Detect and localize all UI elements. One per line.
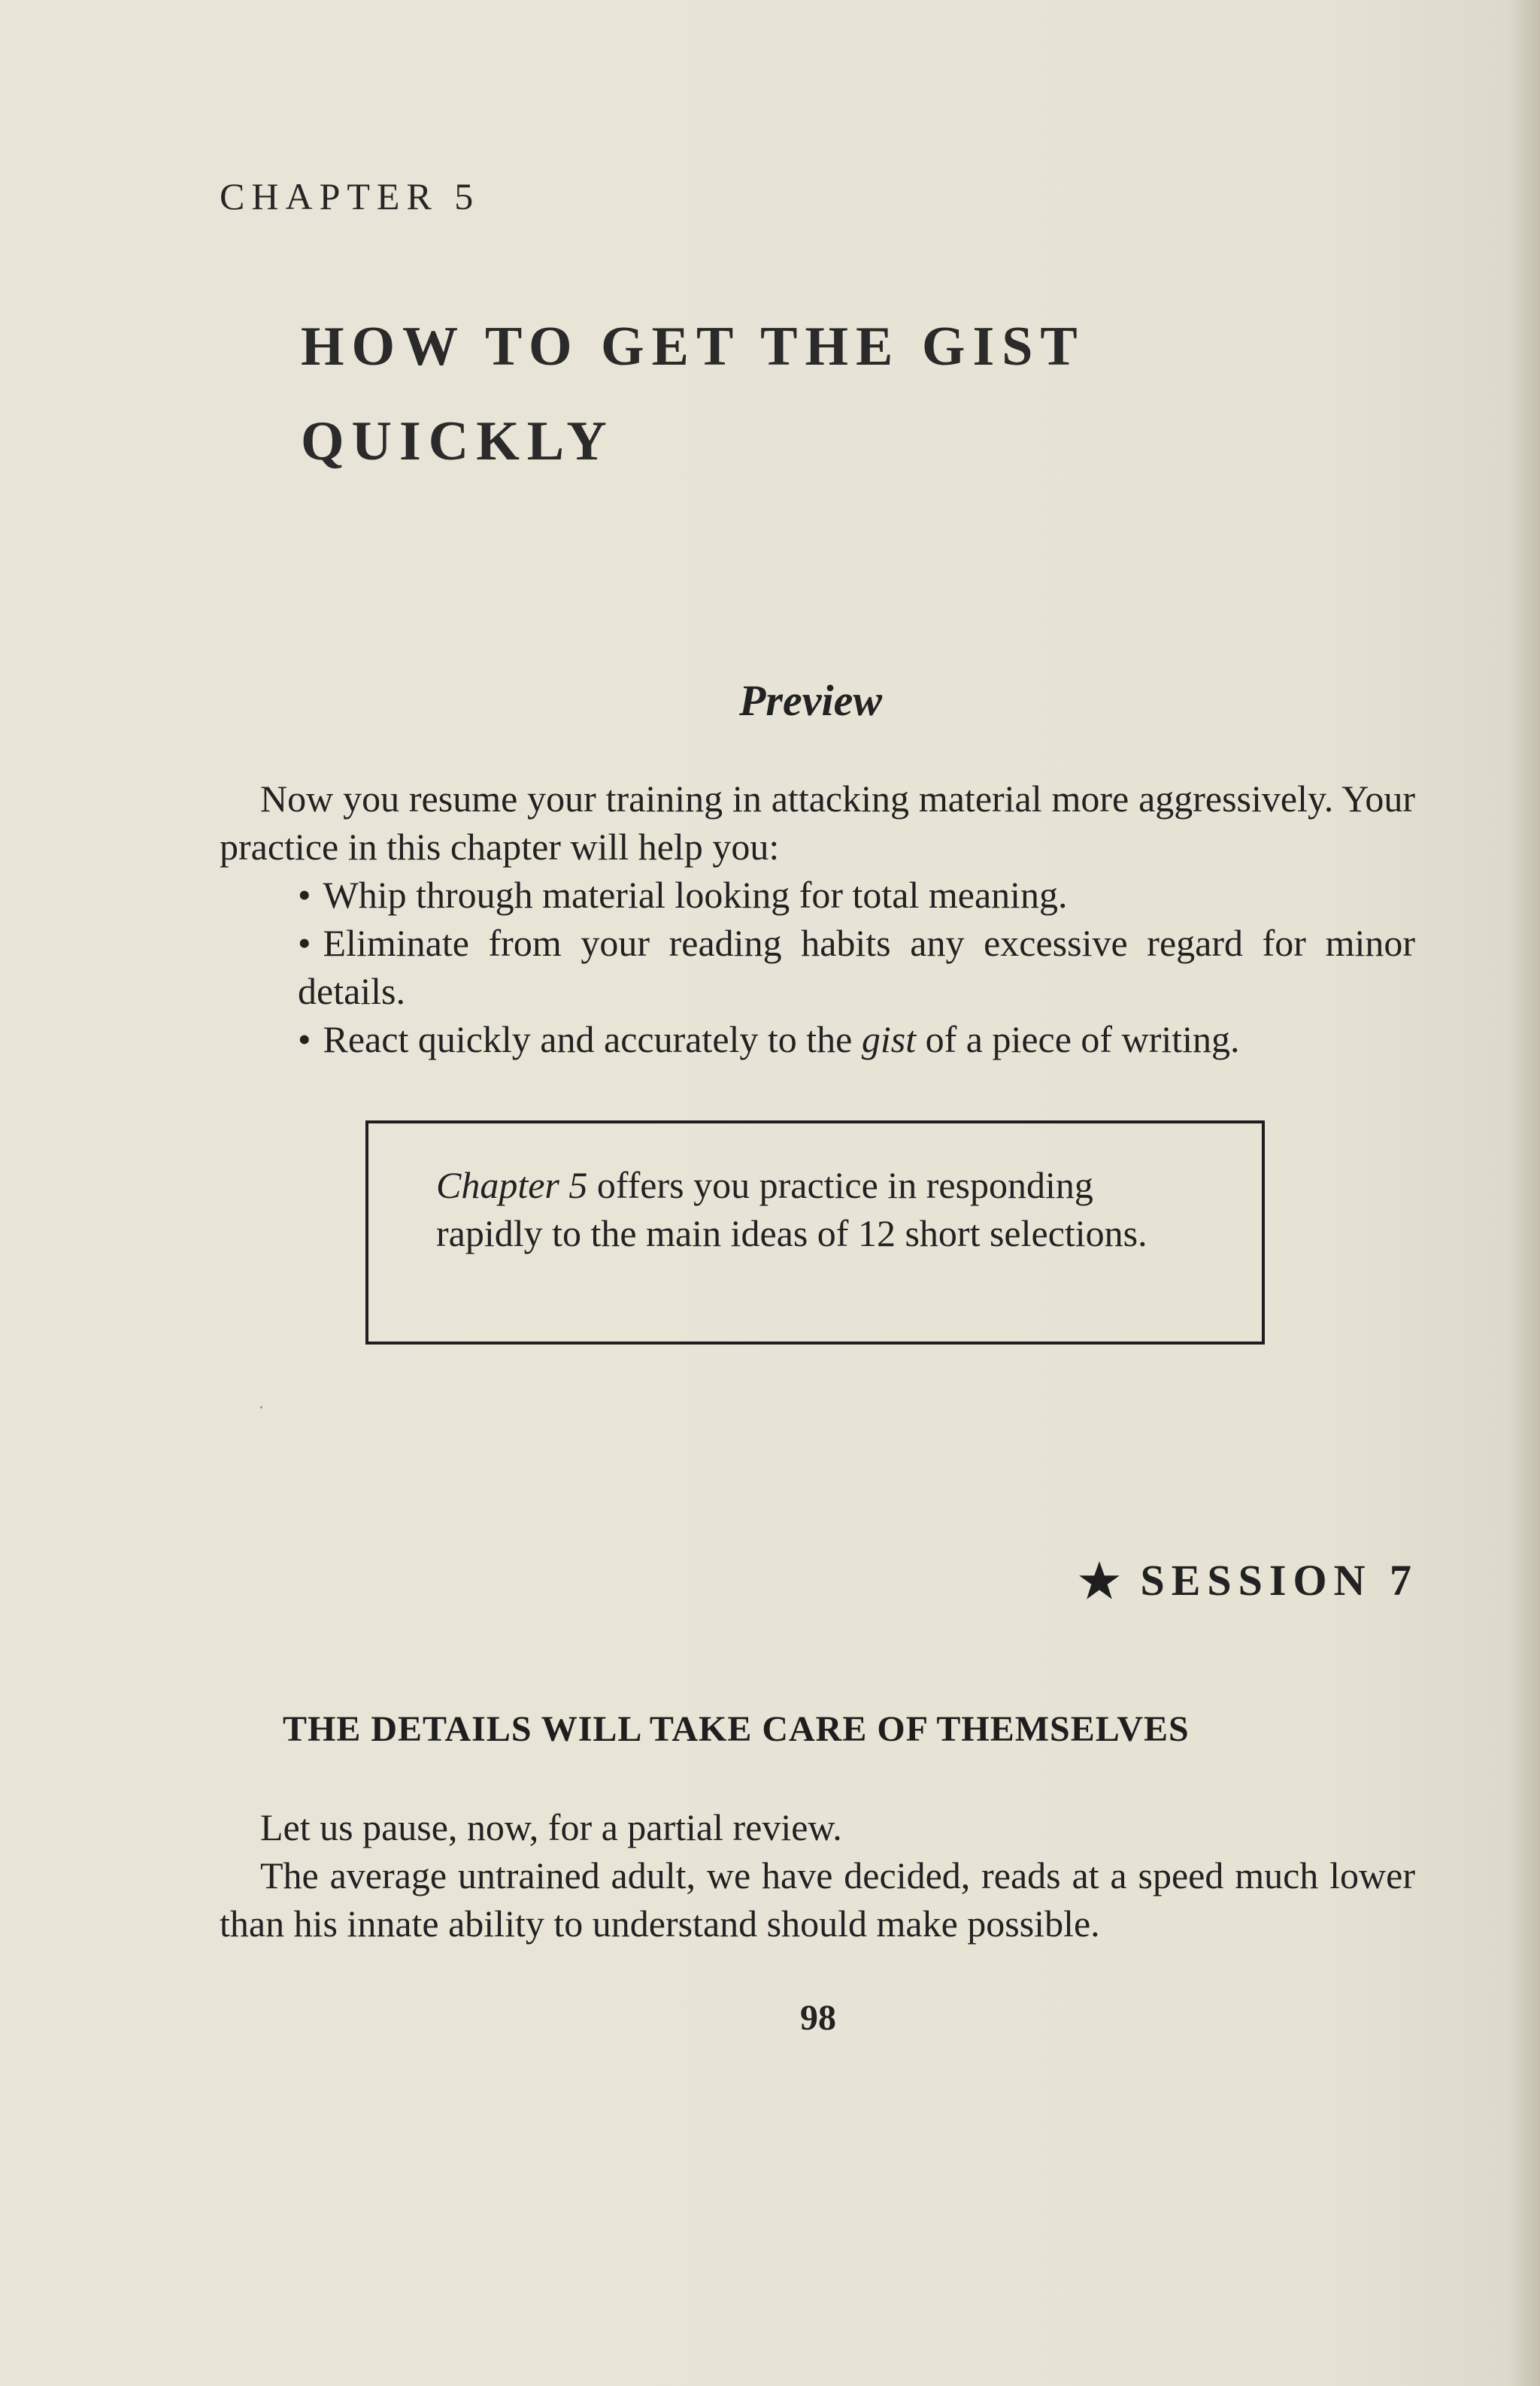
bullet-text: Whip through material looking for total meaning. <box>323 874 1068 916</box>
bullet-item <box>298 871 1415 919</box>
bullet-emphasis: gist <box>861 1018 917 1060</box>
bullet-text: Eliminate from your reading habits any excessive regard for minor details. <box>298 922 1415 1012</box>
paper-speck <box>260 1406 262 1408</box>
section-body <box>220 1803 1415 1948</box>
preview-intro <box>220 775 1415 871</box>
chapter-title-line-1: HOW TO GET THE GIST <box>301 316 1085 377</box>
bullet-text-after: of a piece of writing. <box>916 1018 1240 1060</box>
chapter-summary-rest: offers you practice in responding rapidly to the main ideas of 12 short selections. <box>436 1164 1147 1254</box>
section-heading: THE DETAILS WILL TAKE CARE OF THEMSELVES <box>283 1709 1190 1749</box>
section-paragraph: The average untrained adult, we have decided, reads at a speed much lower than his innate ability to understand should make possible. <box>220 1854 1415 1945</box>
bullet-item <box>298 919 1415 1015</box>
chapter-summary-italic: Chapter 5 <box>436 1164 588 1206</box>
session-label: SESSION 7 <box>1140 1556 1418 1605</box>
chapter-summary-text <box>436 1161 1196 1257</box>
preview-heading: Preview <box>738 676 883 725</box>
page-number: 98 <box>800 1998 836 2038</box>
preview-intro-paragraph: Now you resume your training in attacking material more aggressively. Your practice in this chapter will help you: <box>220 778 1415 868</box>
bullet-symbol: • <box>298 1018 311 1060</box>
chapter-summary-box <box>365 1120 1265 1345</box>
bullet-text-before: React quickly and accurately to the <box>323 1018 862 1060</box>
bullet-symbol: • <box>298 922 311 964</box>
preview-bullet-list <box>298 871 1415 1063</box>
star-icon <box>1078 1560 1120 1602</box>
session-heading <box>1078 1555 1418 1605</box>
bullet-item <box>298 1015 1415 1063</box>
chapter-title-line-2: QUICKLY <box>301 411 614 472</box>
chapter-title <box>301 299 1278 489</box>
bullet-symbol: • <box>298 874 311 916</box>
section-paragraph: Let us pause, now, for a partial review. <box>260 1806 842 1848</box>
chapter-label: CHAPTER 5 <box>220 175 480 217</box>
